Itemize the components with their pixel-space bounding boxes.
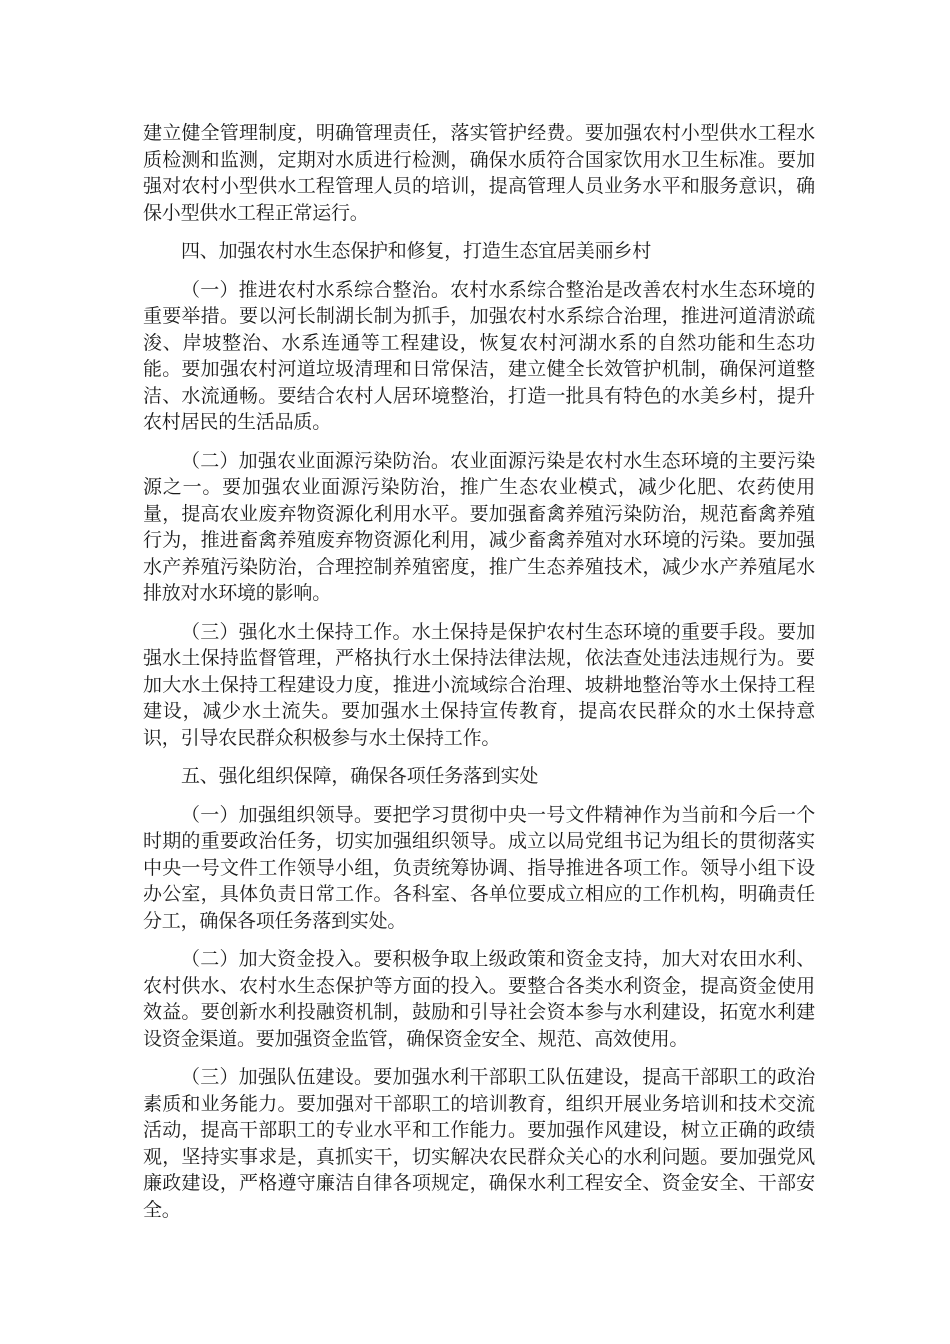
section-heading-5: 五、强化组织保障，确保各项任务落到实处 [181, 765, 539, 787]
paragraph-5-3: （三）加强队伍建设。要加强水利干部职工队伍建设，提高干部职工的政治素质和业务能力。要加强对干部职工的培训教育，组织开展业务培训和技术交流活动，提高干部职工的专业水平和工作能力。要加强作风建设，树立正确的政绩观，坚持实事求是，真抓实干，切实解决农民群众关心的水利问题。要加强党风廉政建设，严格遵守廉洁自律各项规定，确保水利工程安全、资金安全、干部安全。 [143, 1066, 815, 1221]
paragraph-5-1: （一）加强组织领导。要把学习贯彻中央一号文件精神作为当前和今后一个时期的重要政治任务，切实加强组织领导。成立以局党组书记为组长的贯彻落实中央一号文件工作领导小组，负责统筹协调、指导推进各项工作。领导小组下设办公室，具体负责日常工作。各科室、各单位要成立相应的工作机构，明确责任分工，确保各项任务落到实处。 [143, 803, 815, 932]
paragraph-4-2: （二）加强农业面源污染防治。农业面源污染是农村水生态环境的主要污染源之一。要加强农业面源污染防治，推广生态农业模式，减少化肥、农药使用量，提高农业废弃物资源化利用水平。要加强畜禽养殖污染防治，规范畜禽养殖行为，推进畜禽养殖废弃物资源化利用，减少畜禽养殖对水环境的污染。要加强水产养殖污染防治，合理控制养殖密度，推广生态养殖技术，减少水产养殖尾水排放对水环境的影响。 [143, 449, 815, 604]
section-heading-4: 四、加强农村水生态保护和修复，打造生态宜居美丽乡村 [181, 240, 652, 262]
paragraph-4-1: （一）推进农村水系综合整治。农村水系综合整治是改善农村水生态环境的重要举措。要以河长制湖长制为抓手，加强农村水系综合治理，推进河道清淤疏浚、岸坡整治、水系连通等工程建设，恢复农村河湖水系的自然功能和生态功能。要加强农村河道垃圾清理和日常保洁，建立健全长效管护机制，确保河道整洁、水流通畅。要结合农村人居环境整治，打造一批具有特色的水美乡村，提升农村居民的生活品质。 [143, 278, 815, 433]
paragraph-water-supply-management: 建立健全管理制度，明确管理责任，落实管护经费。要加强农村小型供水工程水质检测和监测，定期对水质进行检测，确保水质符合国家饮用水卫生标准。要加强对农村小型供水工程管理人员的培训，提高管理人员业务水平和服务意识，确保小型供水工程正常运行。 [143, 122, 815, 224]
paragraph-5-2: （二）加大资金投入。要积极争取上级政策和资金支持，加大对农田水利、农村供水、农村水生态保护等方面的投入。要整合各类水利资金，提高资金使用效益。要创新水利投融资机制，鼓励和引导社会资本参与水利建设，拓宽水利建设资金渠道。要加强资金监管，确保资金安全、规范、高效使用。 [143, 948, 815, 1050]
document-page [143, 120, 815, 1223]
paragraph-4-3: （三）强化水土保持工作。水土保持是保护农村生态环境的重要手段。要加强水土保持监督管理，严格执行水土保持法律法规，依法查处违法违规行为。要加大水土保持工程建设力度，推进小流域综合治理、坡耕地整治等水土保持工程建设，减少水土流失。要加强水土保持宣传教育，提高农民群众的水土保持意识，引导农民群众积极参与水土保持工作。 [143, 620, 815, 749]
